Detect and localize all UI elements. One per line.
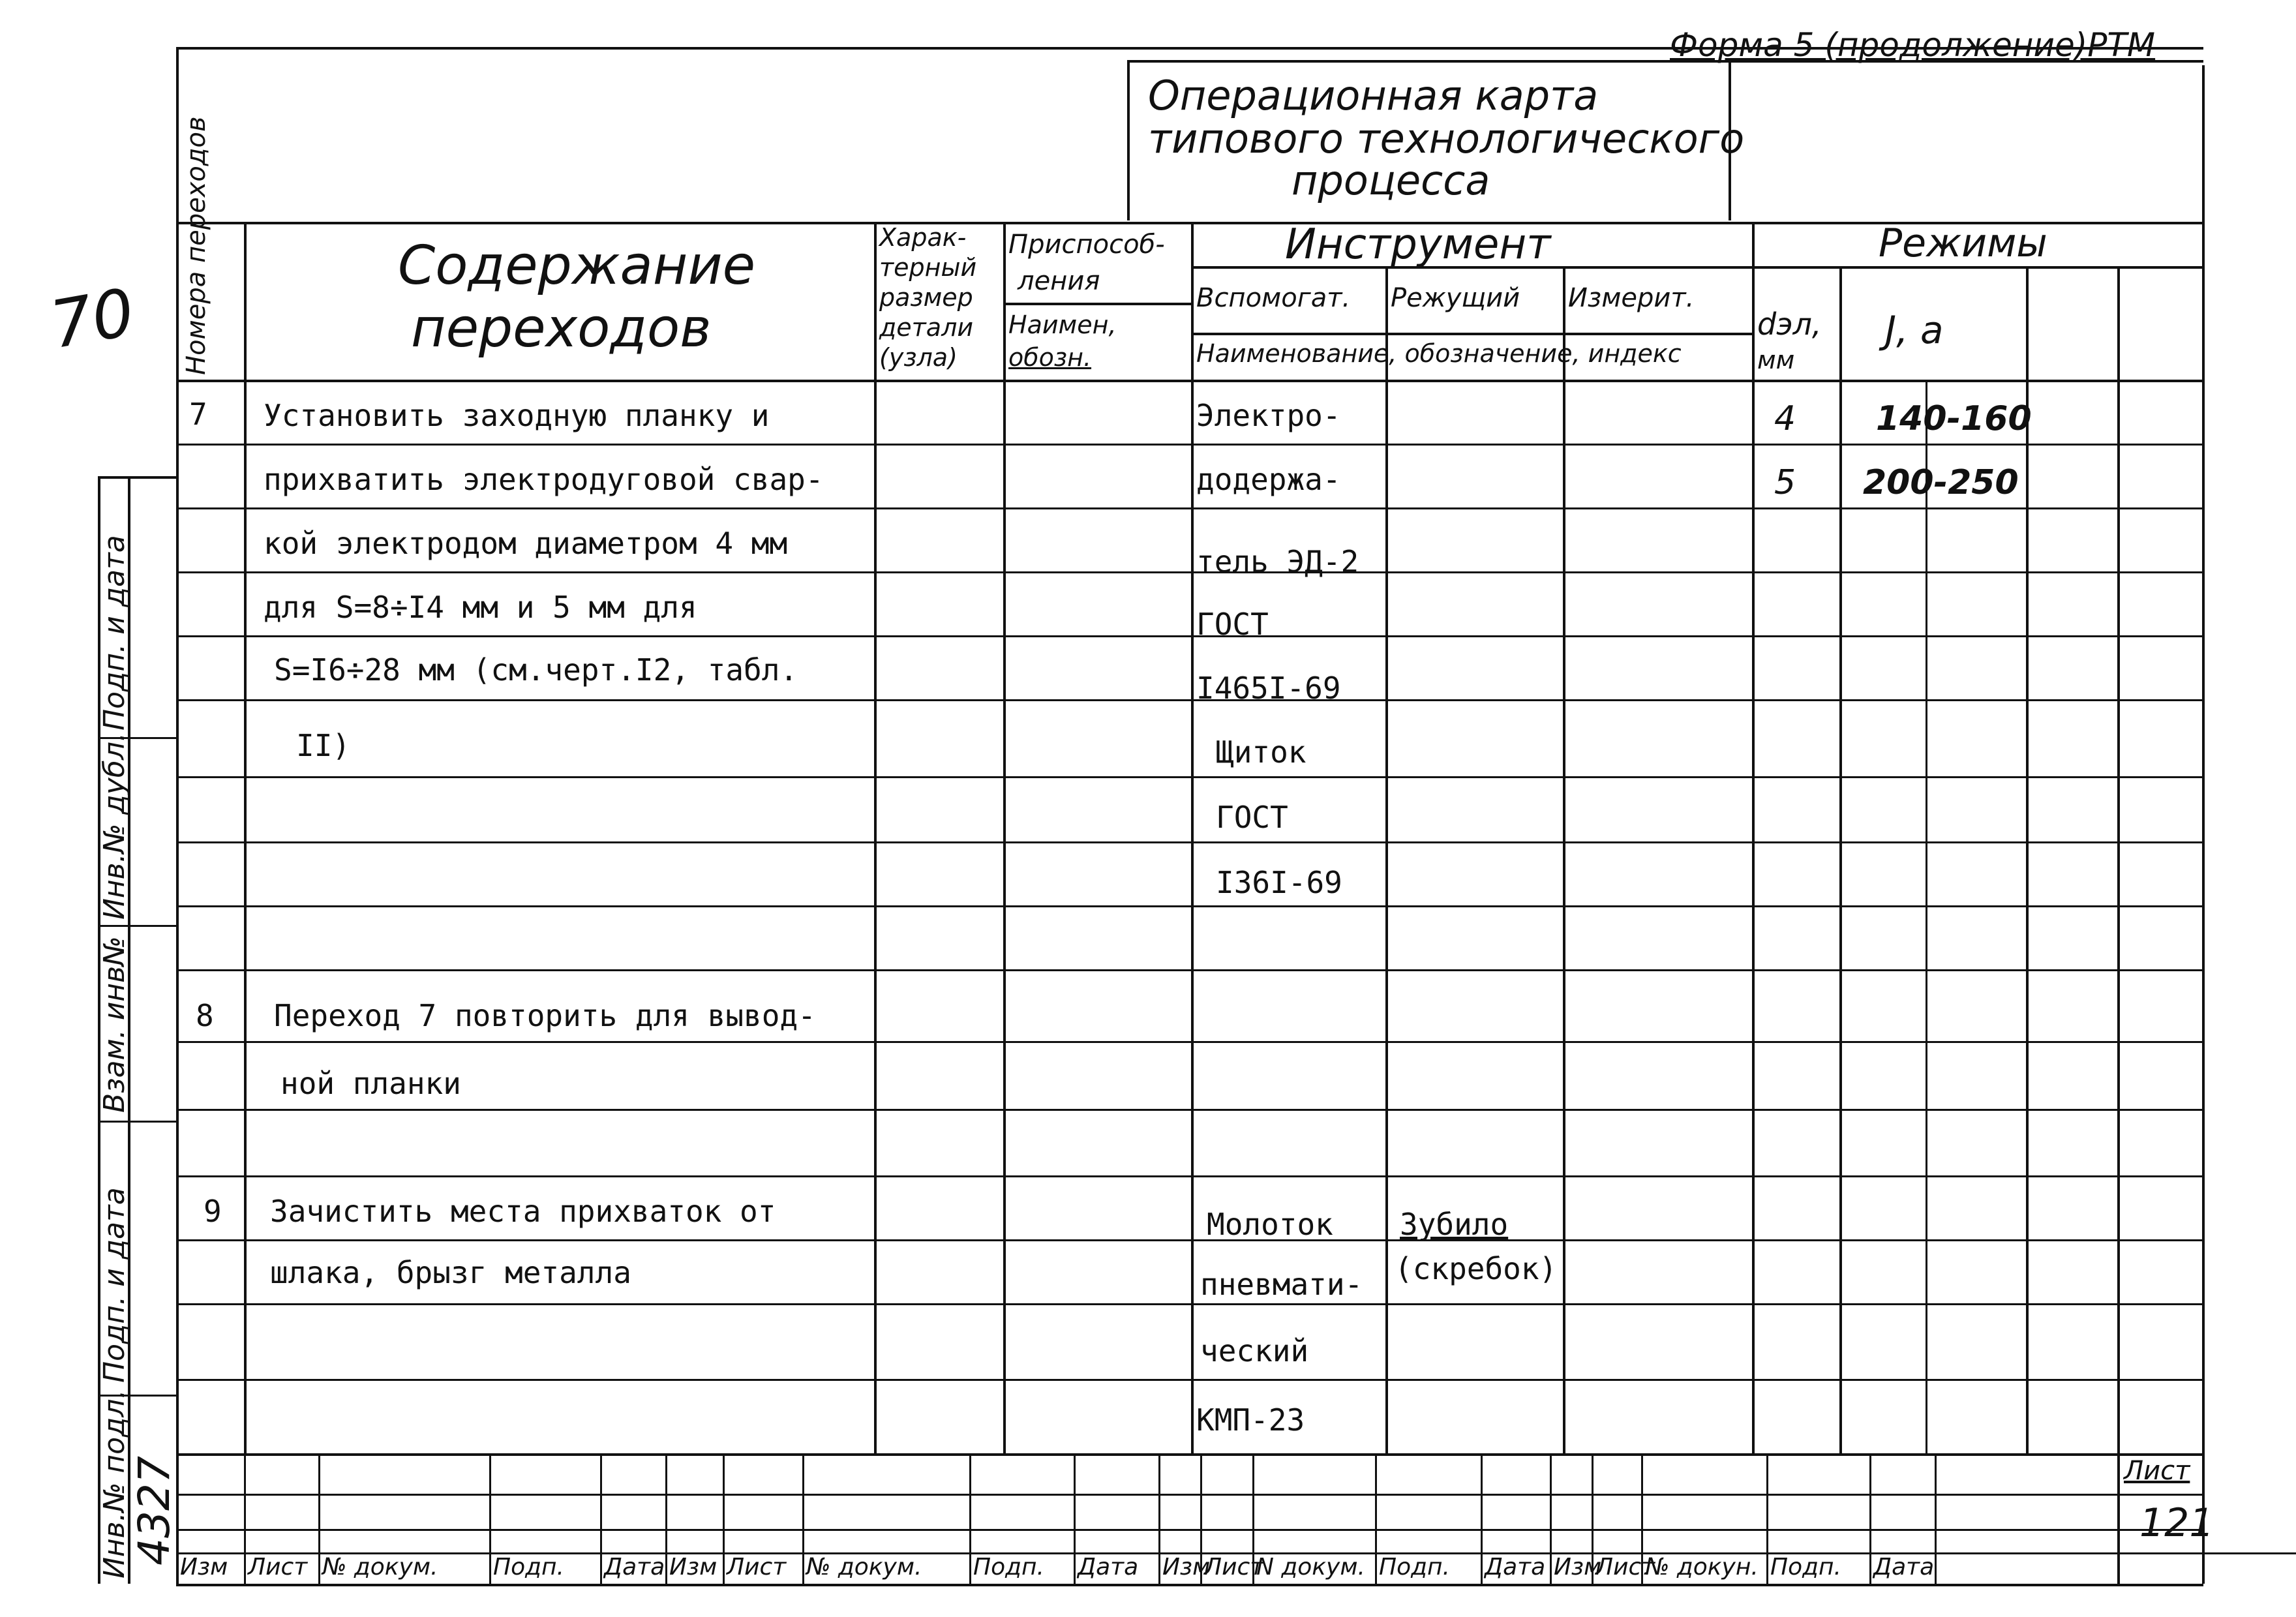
frame-right: [2202, 65, 2205, 1584]
footer-col-label: N докум.: [1256, 1554, 1365, 1580]
d-el-header-2: мм: [1757, 346, 1795, 374]
footer-col-divider: [665, 1453, 667, 1584]
step-number-8: 8: [196, 998, 214, 1033]
footer-col-label: Дата: [1485, 1554, 1546, 1580]
footer-col-divider: [1869, 1453, 1871, 1584]
row-line-3: [176, 571, 2203, 573]
row-line-11: [176, 1109, 2203, 1111]
footer-col-label: Изм: [1162, 1554, 1211, 1580]
prisposob-sub-1: Наимен,: [1008, 310, 1117, 339]
col-line-1: [244, 222, 247, 1453]
margin-sep-3: [98, 1121, 176, 1123]
footer-col-divider: [489, 1453, 491, 1584]
row-line-15: [176, 1379, 2203, 1381]
footer-line-1: [176, 1494, 2203, 1496]
footer-col-label: № докун.: [1645, 1554, 1759, 1580]
content-line-9: Зачистить места прихваток от: [270, 1194, 776, 1229]
vspom-line-3: тель ЭД-2: [1196, 544, 1359, 579]
vspomogat-header: Вспомогат.: [1196, 283, 1351, 313]
frame-left: [176, 47, 179, 1584]
row-line-8: [176, 905, 2203, 907]
row-line-10: [176, 1041, 2203, 1043]
row-line-4: [176, 635, 2203, 637]
ia-header: Ј, а: [1885, 308, 1944, 352]
vspom-line-7: ГОСТ: [1216, 800, 1288, 835]
page-mark: 70: [44, 273, 140, 364]
footer-col-divider: [244, 1453, 246, 1584]
footer-col-divider: [1550, 1453, 1552, 1584]
footer-col-divider: [1481, 1453, 1483, 1584]
footer-col-label: Изм: [669, 1554, 718, 1580]
frame-bottom: [176, 1584, 2203, 1586]
title-line-3: процесса: [1292, 157, 1490, 204]
row-line-16: [176, 1453, 2203, 1456]
naimenovanie-header: Наименование, обозначение, индекс: [1196, 339, 1682, 368]
rezh-line-1: Зубило: [1400, 1207, 1509, 1242]
footer-col-label: Подп.: [493, 1554, 564, 1580]
footer-col-divider: [723, 1453, 725, 1584]
form-label: Форма 5 (продолжение)РТМ: [1670, 26, 2156, 64]
content-line-7: Переход 7 повторить для вывод-: [274, 998, 816, 1033]
vspom-line-5: I465I-69: [1196, 671, 1341, 706]
soderzhanie-header-1: Содержание: [398, 235, 756, 297]
row-line-12: [176, 1175, 2203, 1177]
margin-strip-top: [98, 476, 176, 479]
col-line-3: [1003, 222, 1006, 1453]
content-line-8: ной планки: [280, 1066, 461, 1101]
prisposob-sub-2: обозн.: [1008, 343, 1092, 372]
row-line-6: [176, 776, 2203, 778]
content-line-6: II): [296, 728, 351, 763]
footer-col-label: Изм: [1554, 1554, 1602, 1580]
naimen-line: [1191, 333, 1752, 335]
content-line-2: прихватить электродуговой свар-: [264, 462, 824, 497]
footer-col-label: Подп.: [973, 1554, 1044, 1580]
footer-col-label: Дата: [1873, 1554, 1935, 1580]
footer-col-label: Подп.: [1770, 1554, 1841, 1580]
rezhuschiy-header: Режущий: [1391, 283, 1520, 313]
soderzhanie-header-2: переходов: [411, 297, 712, 359]
col-line-2: [874, 222, 877, 1453]
footer-col-label: Лист: [248, 1554, 308, 1580]
row-line-7: [176, 841, 2203, 843]
step-number-9: 9: [204, 1194, 222, 1229]
d-value-1: 4: [1774, 399, 1796, 438]
prisposob-under: [1003, 303, 1191, 305]
content-line-10: шлака, брызг металла: [270, 1255, 631, 1290]
content-line-3: кой электродом диаметром 4 мм: [264, 526, 788, 561]
footer-col-divider: [1158, 1453, 1160, 1584]
izmerit-header: Измерит.: [1568, 283, 1695, 313]
margin-label-podp-data-1: Подп. и дата: [98, 1187, 131, 1383]
step-number-7: 7: [189, 397, 207, 432]
vspom-line-1: Электро-: [1196, 398, 1341, 433]
instrument-header: Инструмент: [1285, 220, 1551, 269]
footer-col-label: Лист: [727, 1554, 787, 1580]
header-bottom-line: [176, 380, 2203, 382]
footer-col-label: Изм: [180, 1554, 228, 1580]
footer-col-label: № докум.: [322, 1554, 438, 1580]
footer-col-label: Лист: [1595, 1554, 1655, 1580]
vspom-line-10: пневмати-: [1200, 1267, 1363, 1302]
vspom-line-2: додержа-: [1196, 462, 1341, 497]
d-el-header-1: dэл,: [1757, 307, 1822, 342]
prisposob-1: Приспособ-: [1008, 230, 1165, 260]
row-line-2: [176, 507, 2203, 509]
title-box-top: [1127, 60, 2203, 63]
footer-col-divider: [802, 1453, 804, 1584]
margin-label-inv-podl: Инв.№ подл.: [98, 1389, 131, 1579]
rezh-line-2: (скребок): [1395, 1251, 1558, 1286]
harakter-1: Харак-: [879, 223, 967, 252]
vspom-line-11: ческий: [1200, 1333, 1309, 1368]
footer-col-divider: [1074, 1453, 1076, 1584]
row-line-1: [176, 444, 2203, 446]
row-line-9: [176, 969, 2203, 971]
footer-col-label: Подп.: [1379, 1554, 1450, 1580]
content-line-1: Установить заходную планку и: [264, 398, 770, 433]
vspom-line-12: КМП-23: [1196, 1402, 1305, 1438]
title-box-left: [1127, 60, 1130, 220]
list-label: Лист: [2124, 1456, 2190, 1486]
margin-label-inv-dubl: Инв.№ дубл.: [98, 732, 131, 920]
footer-col-label: № докум.: [806, 1554, 922, 1580]
footer-col-divider: [600, 1453, 602, 1584]
prisposob-2: ления: [1018, 266, 1100, 296]
footer-list-divider: [2117, 1453, 2120, 1584]
col-line-10: [1926, 380, 1927, 1453]
footer-col-divider: [1375, 1453, 1377, 1584]
rezhimy-header: Режимы: [1879, 220, 2047, 266]
inv-number: 4327: [129, 1456, 179, 1565]
footer-col-divider: [318, 1453, 320, 1584]
col-line-4: [1191, 222, 1194, 1453]
footer-col-divider: [969, 1453, 971, 1584]
harakter-5: (узла): [879, 343, 958, 372]
harakter-4: детали: [879, 313, 974, 342]
row-line-13: [176, 1239, 2203, 1241]
margin-sep-2: [98, 925, 176, 927]
row-line-14: [176, 1303, 2203, 1305]
row-line-5: [176, 699, 2203, 701]
footer-col-label: Лист: [1204, 1554, 1264, 1580]
footer-col-label: Дата: [604, 1554, 665, 1580]
footer-col-divider: [1766, 1453, 1768, 1584]
footer-col-divider: [1935, 1453, 1937, 1584]
title-line-1: Операционная карта: [1148, 72, 1599, 119]
vspom-line-8: I36I-69: [1216, 865, 1342, 900]
footer-line-2: [176, 1529, 2203, 1531]
list-number: 121: [2139, 1500, 2214, 1546]
title-line-2: типового технологического: [1148, 115, 1745, 162]
vspom-line-6: Щиток: [1216, 734, 1307, 770]
footer-col-label: Дата: [1078, 1554, 1139, 1580]
content-line-5: S=I6÷28 мм (см.черт.I2, табл.: [274, 652, 798, 688]
nomera-header: Номера переходов: [181, 116, 211, 375]
i-value-2: 200-250: [1863, 463, 2019, 502]
col-line-7: [1752, 222, 1755, 1453]
margin-label-podp-data-2: Подп. и дата: [98, 535, 131, 731]
content-line-4: для S=8÷I4 мм и 5 мм для: [264, 590, 697, 625]
vspom-line-4: ГОСТ: [1196, 607, 1269, 642]
margin-label-vzam-inv: Взам. инв№: [98, 936, 131, 1113]
d-value-2: 5: [1774, 463, 1796, 502]
frame-top: [176, 47, 2203, 50]
harakter-3: размер: [879, 283, 973, 312]
vspom-line-9: Молоток: [1207, 1207, 1333, 1242]
harakter-2: терный: [879, 253, 977, 282]
i-value-1: 140-160: [1876, 399, 2032, 438]
